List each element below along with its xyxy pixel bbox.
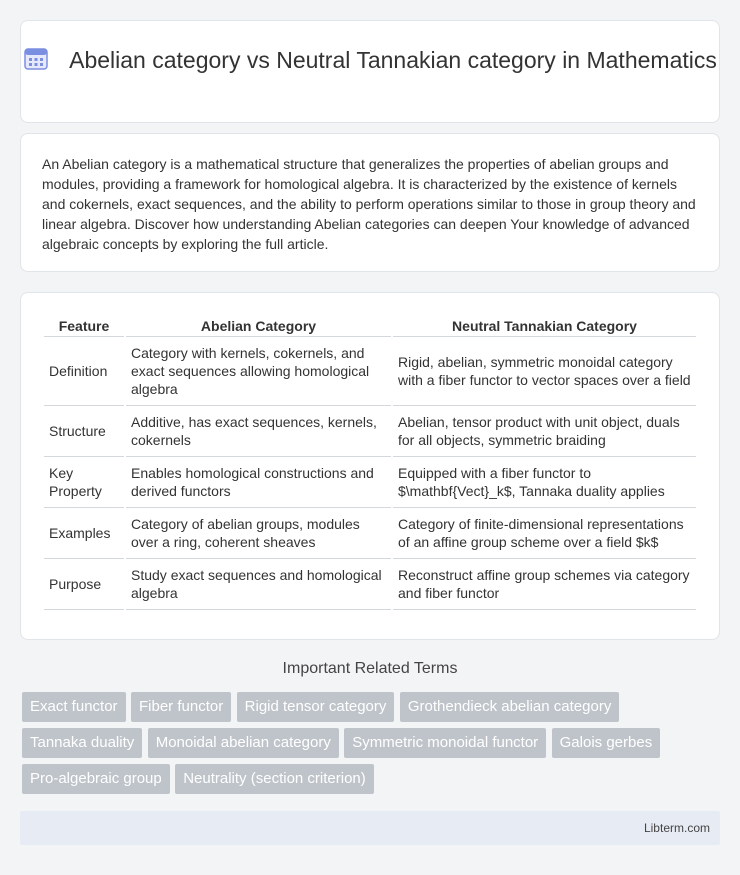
row-tannakian: Category of finite-dimensional representations of an affine group scheme over a field $k$	[393, 508, 696, 559]
footer-brand[interactable]: Libterm.com	[643, 821, 710, 835]
table-row	[44, 406, 696, 457]
tag-pro-algebraic-group[interactable]: Pro-algebraic group	[22, 764, 170, 794]
row-feature: Structure	[44, 406, 124, 457]
header-feature: Feature	[44, 315, 124, 337]
row-tannakian: Reconstruct affine group schemes via category and fiber functor	[393, 559, 696, 610]
row-tannakian: Equipped with a fiber functor to $\mathbf{Vect}_k$, Tannaka duality applies	[393, 457, 696, 508]
tag-fiber-functor[interactable]: Fiber functor	[131, 692, 231, 722]
intro-paragraph: An Abelian category is a mathematical structure that generalizes the properties of abelian groups and modules, providing a framework for homological algebra. It is characterized by the existence of kernels and cokernels, exact sequences, and the ability to perform operations similar to those in group theory and linear algebra. Discover how understanding Abelian categories can deepen Your knowledge of advanced algebraic concepts by exploring the full article.	[42, 156, 696, 252]
header-abelian: Abelian Category	[126, 315, 391, 337]
row-tannakian: Rigid, abelian, symmetric monoidal category with a fiber functor to vector spaces over a field	[393, 337, 696, 406]
tag-grothendieck-abelian-category[interactable]: Grothendieck abelian category	[400, 692, 619, 722]
comparison-table	[42, 315, 698, 610]
table-header-row	[44, 315, 696, 337]
row-feature: Purpose	[44, 559, 124, 610]
tag-monoidal-abelian-category[interactable]: Monoidal abelian category	[148, 728, 339, 758]
row-feature: Examples	[44, 508, 124, 559]
tag-neutrality[interactable]: Neutrality (section criterion)	[175, 764, 374, 794]
header-card	[20, 20, 720, 123]
tag-galois-gerbes[interactable]: Galois gerbes	[552, 728, 661, 758]
tag-exact-functor[interactable]: Exact functor	[22, 692, 126, 722]
related-terms-list	[22, 692, 722, 800]
footer	[20, 811, 720, 845]
tag-rigid-tensor-category[interactable]: Rigid tensor category	[237, 692, 395, 722]
page-title: Abelian category vs Neutral Tannakian category in Mathematics	[69, 47, 717, 73]
table-row	[44, 559, 696, 610]
table-row	[44, 337, 696, 406]
row-abelian: Enables homological constructions and derived functors	[126, 457, 391, 508]
row-abelian: Category with kernels, cokernels, and exact sequences allowing homological algebra	[126, 337, 391, 406]
intro-card	[20, 133, 720, 272]
row-feature: Key Property	[44, 457, 124, 508]
tag-symmetric-monoidal-functor[interactable]: Symmetric monoidal functor	[344, 728, 546, 758]
row-abelian: Additive, has exact sequences, kernels, cokernels	[126, 406, 391, 457]
table-row	[44, 457, 696, 508]
row-tannakian: Abelian, tensor product with unit object, duals for all objects, symmetric braiding	[393, 406, 696, 457]
related-terms-title: Important Related Terms	[282, 660, 458, 677]
row-feature: Definition	[44, 337, 124, 406]
calendar-icon	[23, 45, 49, 71]
comparison-card	[20, 292, 720, 640]
tag-tannaka-duality[interactable]: Tannaka duality	[22, 728, 142, 758]
header-tannakian: Neutral Tannakian Category	[393, 315, 696, 337]
table-row	[44, 508, 696, 559]
row-abelian: Category of abelian groups, modules over a ring, coherent sheaves	[126, 508, 391, 559]
page-title-wrap	[21, 45, 719, 75]
row-abelian: Study exact sequences and homological algebra	[126, 559, 391, 610]
